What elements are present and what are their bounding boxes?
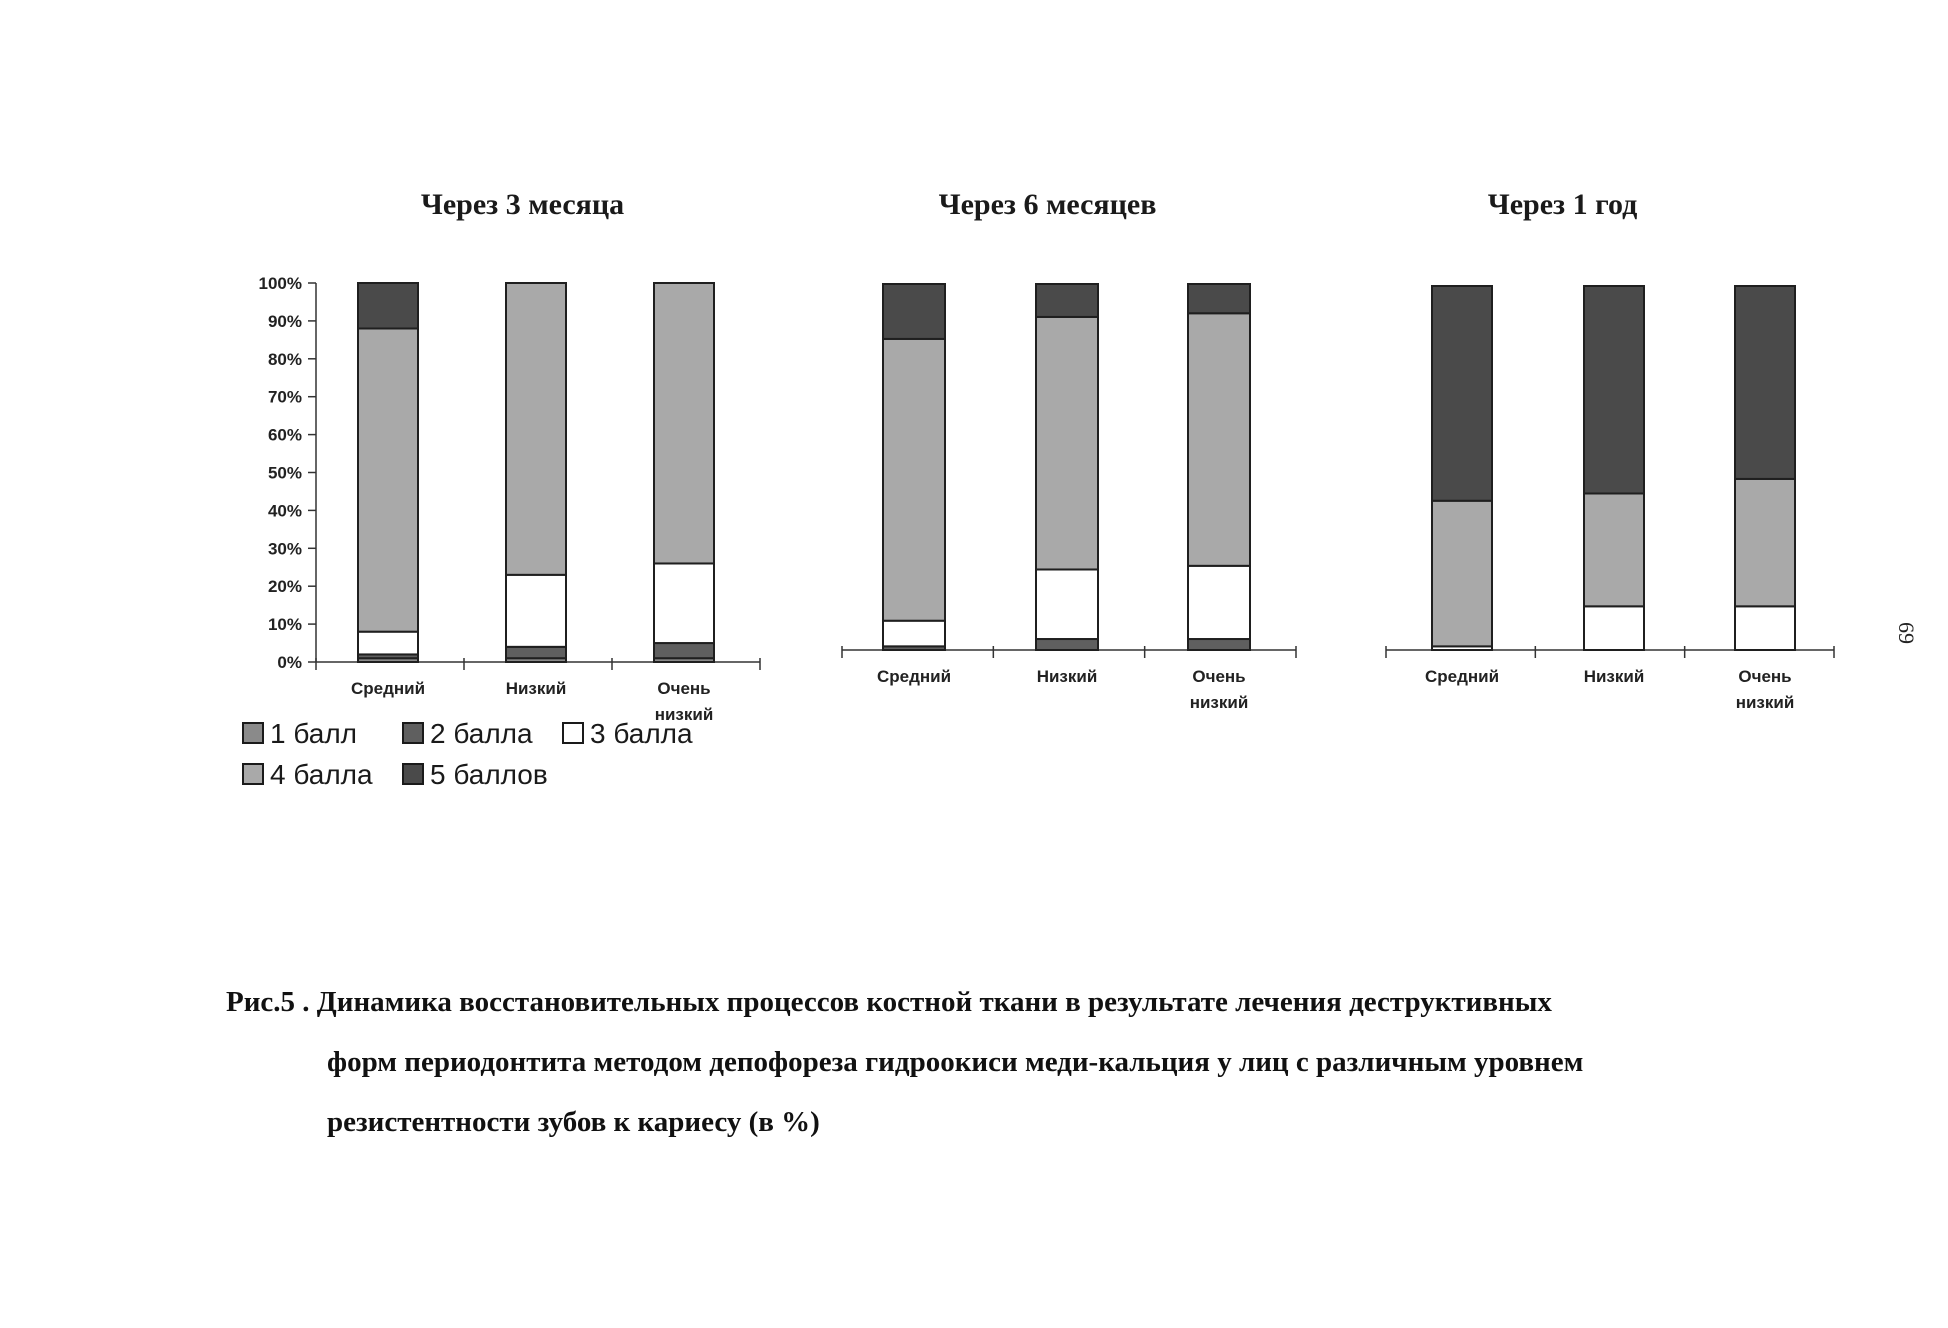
bar-segment bbox=[1036, 317, 1098, 570]
legend-item-2 bbox=[402, 718, 533, 750]
bar-segment bbox=[358, 283, 418, 328]
category-label: низкий bbox=[654, 705, 714, 724]
legend-label-4: 4 балла bbox=[270, 759, 373, 790]
category-label: низкий bbox=[1189, 693, 1249, 712]
bar-segment bbox=[1432, 286, 1492, 501]
caption-line-2: форм периодонтита методом депофореза гидроокиси меди-кальция у лиц с различным уровнем bbox=[327, 1046, 1584, 1078]
bar-segment bbox=[506, 575, 566, 647]
y-tick-label: 40% bbox=[267, 501, 302, 521]
y-tick-label: 10% bbox=[267, 615, 302, 635]
bar-segment bbox=[358, 632, 418, 655]
y-tick-label: 30% bbox=[267, 539, 302, 559]
bar-segment bbox=[1735, 286, 1795, 479]
chart-title-6-months: Через 6 месяцев bbox=[938, 188, 1157, 221]
legend-item-4 bbox=[242, 759, 373, 791]
bar-segment bbox=[883, 621, 945, 647]
legend-item-5 bbox=[402, 759, 548, 791]
category-label: Средний bbox=[350, 679, 426, 698]
bar-segment bbox=[1188, 284, 1250, 313]
bar-segment bbox=[1036, 284, 1098, 317]
y-tick-label: 100% bbox=[258, 274, 302, 293]
y-tick-label: 50% bbox=[267, 463, 302, 483]
category-label: Средний bbox=[876, 667, 952, 686]
legend-label-2: 2 балла bbox=[430, 718, 533, 749]
bar-segment bbox=[358, 328, 418, 631]
legend-swatch-3 bbox=[562, 722, 584, 744]
legend-item-3 bbox=[562, 718, 693, 750]
category-label: Очень bbox=[1192, 667, 1246, 686]
bar-segment bbox=[654, 643, 714, 658]
bar-segment bbox=[1188, 566, 1250, 639]
bar-segment bbox=[1036, 639, 1098, 650]
y-tick-label: 80% bbox=[267, 349, 302, 369]
bar-segment bbox=[654, 563, 714, 643]
legend-label-5: 5 баллов bbox=[430, 759, 548, 790]
caption-line-3: резистентности зубов к кариесу (в %) bbox=[327, 1106, 820, 1138]
bar-segment bbox=[1735, 479, 1795, 606]
legend-swatch-1 bbox=[242, 722, 264, 744]
category-label: Низкий bbox=[1036, 667, 1098, 686]
category-label: Очень bbox=[657, 679, 711, 698]
legend-swatch-4 bbox=[242, 763, 264, 785]
bar-segment bbox=[883, 284, 945, 339]
y-tick-label: 70% bbox=[267, 387, 302, 407]
bar-segment bbox=[1584, 606, 1644, 650]
page-number: 69 bbox=[1894, 622, 1919, 644]
legend-item-1 bbox=[242, 718, 357, 750]
chart-title-1-year: Через 1 год bbox=[1487, 188, 1638, 221]
caption-line-1: Рис.5 . Динамика восстановительных процессов костной ткани в результате лечения деструктивных bbox=[226, 986, 1552, 1018]
category-label: Низкий bbox=[1583, 667, 1645, 686]
bar-segment bbox=[1584, 286, 1644, 493]
chart-title-3-months: Через 3 месяца bbox=[420, 188, 625, 221]
bar-segment bbox=[1188, 313, 1250, 566]
bar-segment bbox=[883, 339, 945, 621]
bar-segment bbox=[1432, 501, 1492, 647]
bar-segment bbox=[654, 283, 714, 563]
legend-label-3: 3 балла bbox=[590, 718, 693, 749]
y-tick-label: 20% bbox=[267, 577, 302, 597]
y-tick-label: 90% bbox=[267, 311, 302, 331]
legend-swatch-2 bbox=[402, 722, 424, 744]
category-label: Очень bbox=[1738, 667, 1792, 686]
bar-segment bbox=[1735, 606, 1795, 650]
legend-swatch-5 bbox=[402, 763, 424, 785]
legend-label-1: 1 балл bbox=[270, 718, 357, 749]
bar-segment bbox=[1188, 639, 1250, 650]
category-label: Низкий bbox=[505, 679, 567, 698]
bar-segment bbox=[1036, 569, 1098, 639]
y-tick-label: 0% bbox=[277, 653, 302, 672]
category-label: Средний bbox=[1424, 667, 1500, 686]
bar-segment bbox=[506, 283, 566, 575]
bar-segment bbox=[506, 647, 566, 658]
category-label: низкий bbox=[1735, 693, 1795, 712]
y-tick-label: 60% bbox=[267, 425, 302, 445]
bar-segment bbox=[1584, 493, 1644, 606]
